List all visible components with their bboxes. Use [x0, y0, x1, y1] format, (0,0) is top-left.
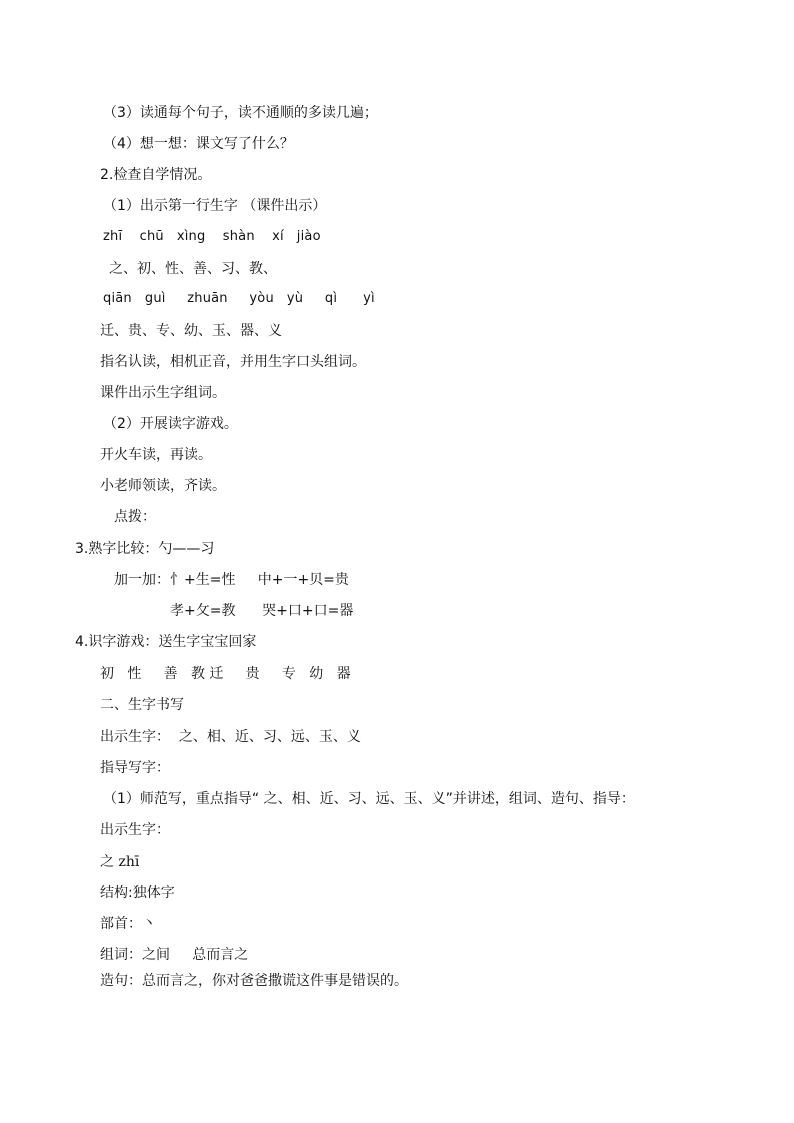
text-line-train-read: 开火车读，再读。	[100, 447, 212, 463]
text-line-reading-game: （2）开展读字游戏。	[103, 416, 238, 432]
character-line-1: 之、初、性、善、习、教、	[109, 261, 277, 277]
text-line-word-group: 组词：之间 总而言之	[100, 947, 249, 963]
text-line-section-2: 2.检查自学情况。	[100, 167, 212, 183]
pinyin-line-1: zhī chū xìng shàn xí jiào	[103, 229, 321, 244]
character-line-2: 迁、贵、专、幼、玉、器、义	[100, 323, 282, 339]
text-line-show-char: 出示生字：	[100, 822, 170, 838]
text-line-add-1: 加一加：忄+生=性 中+一+贝=贵	[114, 572, 349, 588]
character-line-game: 初 性 善 教 迁 贵 专 幼 器	[100, 666, 351, 682]
text-line-sentence: 造句：总而言之，你对爸爸撒谎这件事是错误的。	[100, 973, 408, 989]
text-line-section-4: 4.识字游戏：送生字宝宝回家	[75, 634, 257, 650]
text-line-little-teacher: 小老师领读，齐读。	[100, 478, 226, 494]
pinyin-line-2: qiān guì zhuān yòu yù qì yì	[103, 291, 375, 306]
text-line-guide-writing: 指导写字：	[100, 760, 170, 776]
text-line-add-2: 孝+攵=教 哭+口+口=器	[170, 603, 354, 619]
text-line-courseware: 课件出示生字组词。	[100, 385, 226, 401]
text-line-teacher-demo: （1）师范写，重点指导“ 之、相、近、习、远、玉、义”并讲述，组词、造句、指导：	[103, 791, 635, 807]
heading-writing: 二、生字书写	[100, 697, 184, 713]
text-line-read-aloud: 指名认读，相机正音，并用生字口头组词。	[100, 354, 366, 370]
text-line-char-zhi: 之 zhī	[100, 854, 140, 870]
text-line-step-3: （3）读通每个句子，读不通顺的多读几遍；	[103, 105, 378, 121]
text-line-section-3: 3.熟字比较：勺——习	[75, 541, 215, 557]
text-line-structure: 结构:独体字	[100, 885, 175, 901]
text-line-step-4: （4）想一想：课文写了什么？	[103, 136, 294, 152]
text-line-show-new-chars: 出示生字： 之、相、近、习、远、玉、义	[100, 729, 361, 745]
text-line-show-characters: （1）出示第一行生字 （课件出示）	[103, 198, 327, 214]
text-line-guidance: 点拨：	[114, 509, 156, 525]
text-line-radical: 部首：丶	[100, 916, 156, 932]
